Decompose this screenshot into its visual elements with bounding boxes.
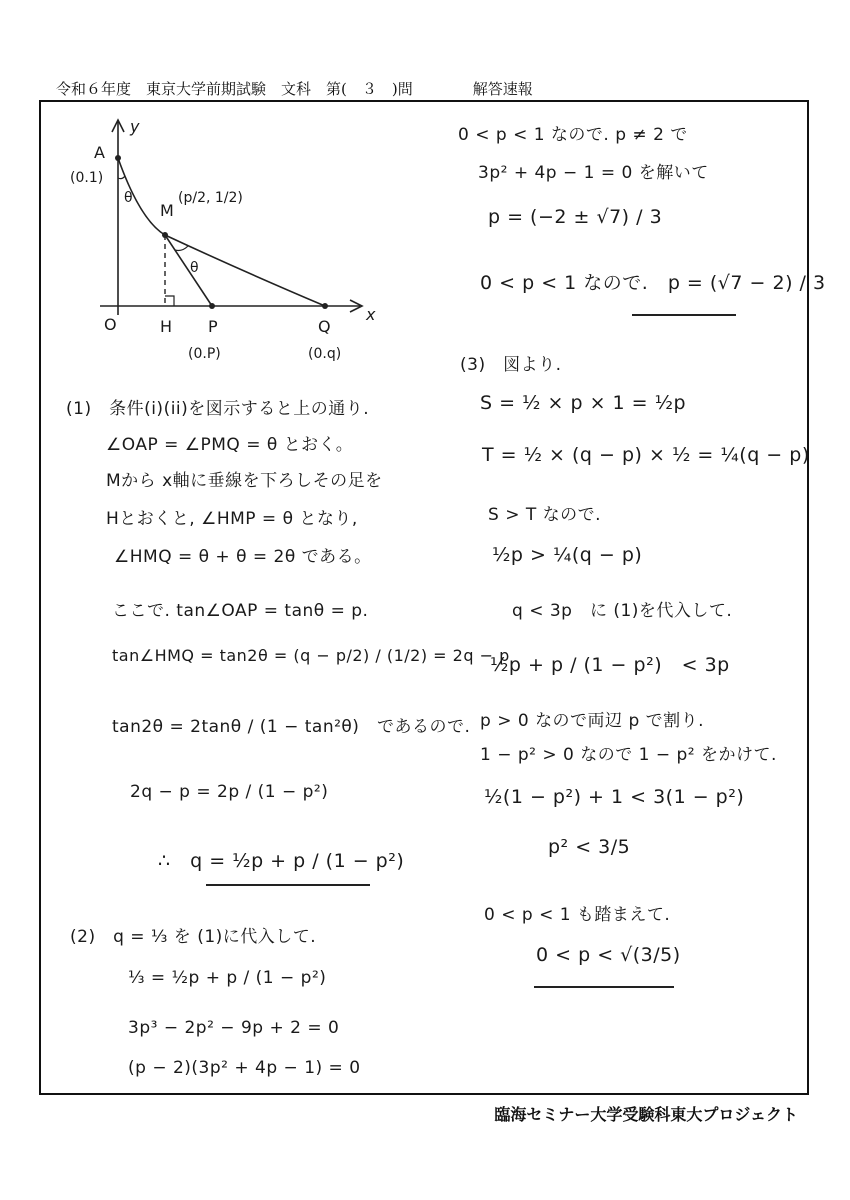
- point-P-dot: [209, 303, 215, 309]
- part2-line-2: ⅓ = ½p + p / (1 − p²): [128, 968, 327, 988]
- part2-line-7: p = (−2 ± √7) / 3: [488, 206, 663, 228]
- exam-title: 令和６年度 東京大学前期試験 文科 第( ３ )問: [56, 80, 413, 98]
- label-M: M: [160, 201, 174, 220]
- part1-line-7: tan∠HMQ = tan2θ = (q − p/2) / (1/2) = 2q − p: [112, 646, 510, 665]
- angle-arc-A: [118, 176, 125, 179]
- part1-line-8: tan2θ = 2tanθ / (1 − tan²θ) であるので.: [112, 717, 471, 737]
- part3-line-10: ½(1 − p²) + 1 < 3(1 − p²): [484, 786, 745, 808]
- label-H: H: [160, 317, 173, 336]
- part1-line-1: (1) 条件(i)(ii)を図示すると上の通り.: [66, 399, 370, 419]
- part2-line-5: 0 < p < 1 なので. p ≠ 2 で: [458, 125, 688, 145]
- page-footer: 臨海セミナー大学受験科東大プロジェクト: [494, 1105, 798, 1124]
- part2-line-6: 3p² + 4p − 1 = 0 を解いて: [478, 163, 709, 183]
- part1-line-5: ∠HMQ = θ + θ = 2θ である。: [114, 547, 372, 567]
- part3-line-3: T = ½ × (q − p) × ½ = ¼(q − p): [482, 444, 810, 466]
- part2-line-3: 3p³ − 2p² − 9p + 2 = 0: [128, 1018, 340, 1038]
- label-A: A: [94, 143, 105, 162]
- label-P: P: [208, 317, 218, 336]
- part3-line-8: p > 0 なので両辺 p で割り.: [480, 711, 705, 731]
- part1-line-10: ∴ q = ½p + p / (1 − p²): [158, 850, 405, 872]
- part3-line-12: 0 < p < 1 も踏まえて.: [484, 905, 671, 925]
- label-origin: O: [104, 315, 117, 334]
- part1-line-6: ここで. tan∠OAP = tanθ = p.: [112, 601, 369, 621]
- label-M-coord: (p/2, 1/2): [178, 190, 243, 206]
- part1-answer-underline: [206, 884, 370, 886]
- answer-label: 解答速報: [472, 80, 533, 98]
- point-A-dot: [115, 155, 121, 161]
- angle-arc-M: [175, 246, 188, 251]
- geometry-figure: [60, 110, 400, 370]
- part2-line-8: 0 < p < 1 なので. p = (√7 − 2) / 3: [480, 272, 826, 294]
- part1-line-9: 2q − p = 2p / (1 − p²): [130, 782, 329, 802]
- label-A-coord: (0.1): [70, 170, 104, 186]
- label-Q-coord: (0.q): [308, 346, 342, 362]
- part3-line-2: S = ½ × p × 1 = ½p: [480, 392, 687, 414]
- label-theta-M: θ: [190, 260, 199, 276]
- part1-line-2: ∠OAP = ∠PMQ = θ とおく。: [106, 435, 354, 455]
- part1-line-3: Mから x軸に垂線を下ろしその足を: [106, 471, 383, 491]
- label-P-coord: (0.P): [188, 346, 221, 362]
- curve-AMQ: [118, 158, 325, 306]
- part3-line-6: q < 3p に (1)を代入して.: [512, 601, 733, 621]
- part2-line-1: (2) q = ⅓ を (1)に代入して.: [70, 927, 317, 947]
- part3-answer-underline: [534, 986, 674, 988]
- y-axis-label: y: [130, 117, 140, 136]
- x-axis-label: x: [366, 305, 376, 324]
- page-header: [56, 78, 533, 99]
- part2-line-4: (p − 2)(3p² + 4p − 1) = 0: [128, 1058, 361, 1078]
- part3-line-9: 1 − p² > 0 なので 1 − p² をかけて.: [480, 745, 777, 765]
- part3-line-5: ½p > ¼(q − p): [492, 544, 643, 566]
- part1-line-4: Hとおくと, ∠HMP = θ となり,: [106, 509, 358, 529]
- point-M-dot: [162, 232, 168, 238]
- part3-line-7: ½p + p / (1 − p²) < 3p: [490, 654, 730, 676]
- right-angle-mark: [165, 296, 174, 306]
- part3-line-13: 0 < p < √(3/5): [536, 944, 681, 966]
- label-theta-A: θ: [124, 190, 133, 206]
- part2-answer-underline: [632, 314, 736, 316]
- part3-line-4: S > T なので.: [488, 505, 602, 525]
- part3-line-1: (3) 図より.: [460, 355, 562, 375]
- part3-line-11: p² < 3/5: [548, 836, 631, 858]
- label-Q: Q: [318, 317, 331, 336]
- point-Q-dot: [322, 303, 328, 309]
